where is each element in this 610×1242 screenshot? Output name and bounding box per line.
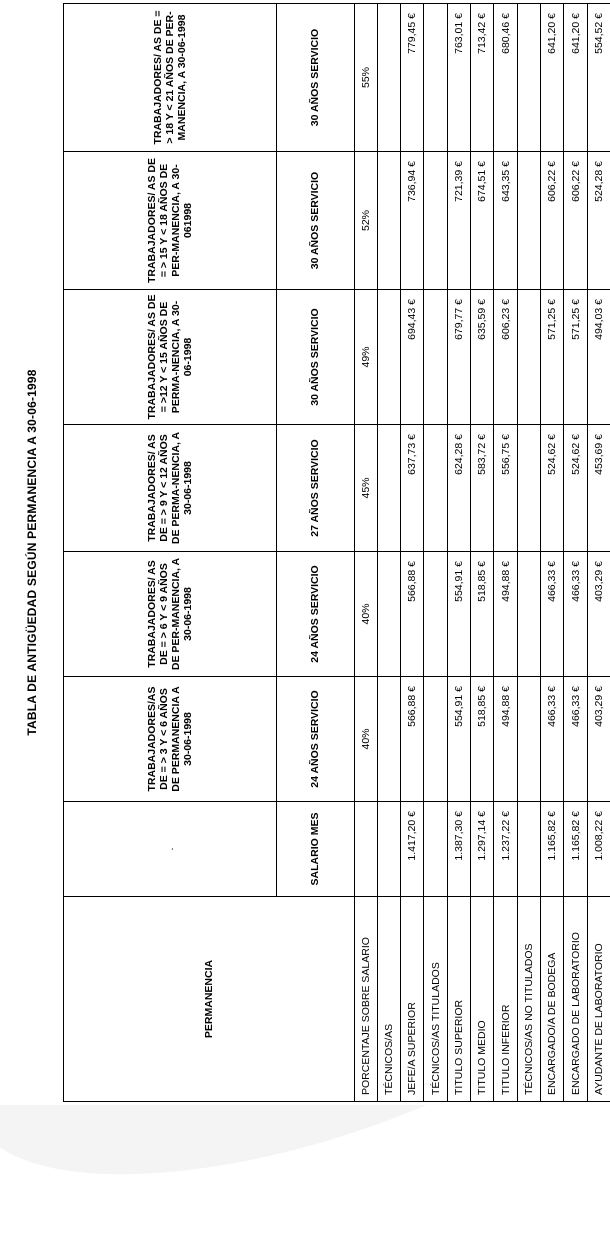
value-cell: [377, 290, 400, 425]
value-cell: [424, 290, 447, 425]
value-cell: 566,88 €: [401, 677, 424, 802]
value-cell: 524,62 €: [541, 425, 564, 552]
header-range-3: TRABAJADORES/ AS DE = > 9 Y < 12 AÑOS DE PERMA-NENCIA, A 30-06-1998: [64, 425, 277, 552]
value-cell: [377, 552, 400, 677]
header-service-5: 30 AÑOS SERVICIO: [277, 152, 354, 290]
value-cell: 466,33 €: [564, 552, 587, 677]
salary-cell: 1.165,82 €: [541, 802, 564, 897]
value-cell: 524,62 €: [564, 425, 587, 552]
header-range-2: TRABAJADORES/ AS DE = > 6 Y < 9 AÑOS DE PER-MANENCIA, A 30-06-1998: [64, 552, 277, 677]
category-cell: PORCENTAJE SOBRE SALARIO: [354, 897, 377, 1102]
value-cell: 679,77 €: [447, 290, 470, 425]
value-cell: [517, 152, 540, 290]
salary-cell: 1.387,30 €: [447, 802, 470, 897]
page-title: TABLA DE ANTIGÜEDAD SEGÚN PERMANENCIA A 30-06-1998: [25, 369, 39, 736]
value-cell: 635,59 €: [471, 290, 494, 425]
value-cell: 466,33 €: [564, 677, 587, 802]
value-cell: 554,91 €: [447, 677, 470, 802]
header-range-5: TRABAJADORES/ AS DE = > 15 Y < 18 AÑOS DE PER-MANENCIA, A 30-061998: [64, 152, 277, 290]
salary-cell: 1.008,22 €: [587, 802, 610, 897]
header-permanencia: PERMANENCIA: [64, 897, 355, 1102]
value-cell: [517, 290, 540, 425]
value-cell: [377, 677, 400, 802]
value-cell: 779,45 €: [401, 4, 424, 152]
value-cell: 494,88 €: [494, 677, 517, 802]
table-row: [564, 4, 587, 1102]
table-row: [517, 4, 540, 1102]
salary-cell: [424, 802, 447, 897]
value-cell: 571,25 €: [541, 290, 564, 425]
category-cell: ENCARGADO DE LABORATORIO: [564, 897, 587, 1102]
value-cell: 571,25 €: [564, 290, 587, 425]
category-cell: AYUDANTE DE LABORATORIO: [587, 897, 610, 1102]
header-range-4: TRABAJADORES/ AS DE = >12 Y < 15 AÑOS DE PERMA-NENCIA, A 30-06-1998: [64, 290, 277, 425]
value-cell: 55%: [354, 4, 377, 152]
salary-cell: 1.165,82 €: [564, 802, 587, 897]
category-cell: TITULO INFERIOR: [494, 897, 517, 1102]
value-cell: 624,28 €: [447, 425, 470, 552]
table-row: [587, 4, 610, 1102]
value-cell: [517, 4, 540, 152]
value-cell: 674,51 €: [471, 152, 494, 290]
category-cell: TÉCNICOS/AS: [377, 897, 400, 1102]
value-cell: 641,20 €: [564, 4, 587, 152]
value-cell: 554,52 €: [587, 4, 610, 152]
value-cell: [517, 677, 540, 802]
header-service-4: 30 AÑOS SERVICIO: [277, 290, 354, 425]
value-cell: [424, 152, 447, 290]
table-row: [401, 4, 424, 1102]
value-cell: 518,85 €: [471, 552, 494, 677]
category-cell: TITULO SUPERIOR: [447, 897, 470, 1102]
value-cell: 52%: [354, 152, 377, 290]
value-cell: [517, 552, 540, 677]
category-cell: JEFE/A SUPERIOR: [401, 897, 424, 1102]
table-row: [541, 4, 564, 1102]
table-row: [471, 4, 494, 1102]
value-cell: 518,85 €: [471, 677, 494, 802]
salary-cell: [377, 802, 400, 897]
value-cell: 494,03 €: [587, 290, 610, 425]
table-row: [377, 4, 400, 1102]
header-range-1: TRABAJADORES/AS DE = > 3 Y < 6 AÑOS DE PERMANENCIA A 30-06-1998: [64, 677, 277, 802]
category-cell: ENCARGADO/A DE BODEGA: [541, 897, 564, 1102]
value-cell: [424, 552, 447, 677]
header-service-2: 24 AÑOS SERVICIO: [277, 552, 354, 677]
value-cell: 643,35 €: [494, 152, 517, 290]
value-cell: [377, 4, 400, 152]
value-cell: 494,88 €: [494, 552, 517, 677]
salary-cell: [354, 802, 377, 897]
header-salario: SALARIO MES: [277, 802, 354, 897]
value-cell: 583,72 €: [471, 425, 494, 552]
value-cell: 721,39 €: [447, 152, 470, 290]
value-cell: 736,94 €: [401, 152, 424, 290]
value-cell: 466,33 €: [541, 677, 564, 802]
value-cell: 763,01 €: [447, 4, 470, 152]
value-cell: 524,28 €: [587, 152, 610, 290]
category-cell: TÉCNICOS/AS TITULADOS: [424, 897, 447, 1102]
value-cell: 556,75 €: [494, 425, 517, 552]
value-cell: 403,29 €: [587, 677, 610, 802]
value-cell: [517, 425, 540, 552]
header-dot: .: [64, 802, 277, 897]
header-service-3: 27 AÑOS SERVICIO: [277, 425, 354, 552]
seniority-table: [63, 3, 610, 1102]
value-cell: 606,22 €: [541, 152, 564, 290]
header-service-6: 30 AÑOS SERVICIO: [277, 4, 354, 152]
value-cell: 606,22 €: [564, 152, 587, 290]
value-cell: 680,46 €: [494, 4, 517, 152]
header-service-1: 24 AÑOS SERVICIO: [277, 677, 354, 802]
header-range-6: TRABAJADORES/ AS DE = > 18 Y < 21 AÑOS DE PER-MANENCIA, A 30-06-1998: [64, 4, 277, 152]
value-cell: 606,23 €: [494, 290, 517, 425]
value-cell: 45%: [354, 425, 377, 552]
value-cell: 713,42 €: [471, 4, 494, 152]
value-cell: 641,20 €: [541, 4, 564, 152]
table-row: [494, 4, 517, 1102]
value-cell: [424, 677, 447, 802]
category-cell: TÉCNICOS/AS NO TITULADOS: [517, 897, 540, 1102]
header-row-ranges: [64, 4, 277, 1102]
value-cell: 694,43 €: [401, 290, 424, 425]
value-cell: 554,91 €: [447, 552, 470, 677]
category-cell: TITULO MEDIO: [471, 897, 494, 1102]
salary-cell: 1.237,22 €: [494, 802, 517, 897]
value-cell: 40%: [354, 552, 377, 677]
salary-cell: 1.417,20 €: [401, 802, 424, 897]
value-cell: 49%: [354, 290, 377, 425]
rotated-table-container: [63, 4, 610, 1102]
salary-cell: 1.297,14 €: [471, 802, 494, 897]
table-row: [354, 4, 377, 1102]
value-cell: 453,69 €: [587, 425, 610, 552]
table-row: [424, 4, 447, 1102]
value-cell: [377, 425, 400, 552]
value-cell: [424, 425, 447, 552]
value-cell: [424, 4, 447, 152]
value-cell: 566,88 €: [401, 552, 424, 677]
value-cell: 403,29 €: [587, 552, 610, 677]
table-row: [447, 4, 470, 1102]
value-cell: 40%: [354, 677, 377, 802]
salary-cell: [517, 802, 540, 897]
value-cell: 466,33 €: [541, 552, 564, 677]
value-cell: [377, 152, 400, 290]
value-cell: 637,73 €: [401, 425, 424, 552]
